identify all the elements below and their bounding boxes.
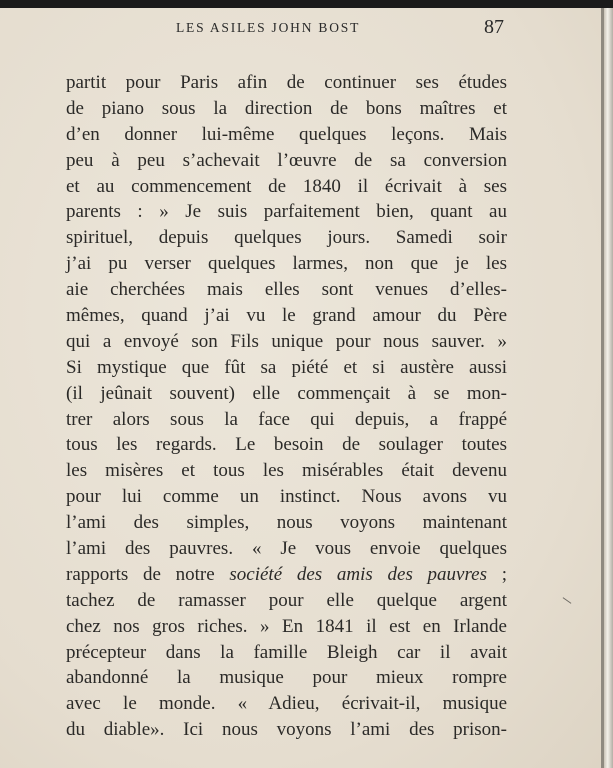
text-line: chez nos gros riches. » En 1841 il est en Irlande bbox=[66, 615, 507, 637]
text-line: tachez de ramasser pour elle quelque argent bbox=[66, 589, 507, 611]
text-line: de piano sous la direction de bons maîtres et bbox=[66, 97, 507, 119]
text-line: spirituel, depuis quelques jours. Samedi soir bbox=[66, 227, 507, 249]
text-line: d’en donner lui-même quelques leçons. Mais bbox=[66, 123, 507, 145]
text-line: parents : » Je suis parfaitement bien, quant au bbox=[66, 201, 507, 223]
text-line: précepteur dans la famille Bleigh car il avait bbox=[66, 641, 507, 663]
text-line: qui a envoyé son Fils unique pour nous sauver. » bbox=[66, 330, 507, 352]
page-number: 87 bbox=[484, 16, 504, 38]
italic-society-name: société des amis des pauvres bbox=[229, 563, 488, 585]
text-line: peu à peu s’achevait l’œuvre de sa conversion bbox=[66, 149, 507, 171]
text-line: l’ami des pauvres. « Je vous envoie quelques bbox=[66, 538, 507, 560]
text-line: du diable». Ici nous voyons l’ami des prison- bbox=[66, 719, 507, 741]
text-line: et au commencement de 1840 il écrivait à ses bbox=[66, 175, 507, 197]
page-edge bbox=[604, 8, 613, 768]
text-segment: ; bbox=[487, 563, 508, 585]
text-line: partit pour Paris afin de continuer ses études bbox=[66, 72, 507, 93]
running-title: LES ASILES JOHN BOST bbox=[176, 20, 361, 35]
text-line: aie cherchées mais elles sont venues d’elles- bbox=[66, 279, 507, 301]
text-line: Si mystique que fût sa piété et si austère aussi bbox=[66, 356, 507, 378]
text-line: pour lui comme un instinct. Nous avons vu bbox=[66, 486, 507, 508]
text-line: mêmes, quand j’ai vu le grand amour du Père bbox=[66, 305, 507, 327]
text-line-italic-title bbox=[66, 562, 507, 588]
book-page bbox=[0, 8, 604, 768]
text-line: tous les regards. Le besoin de soulager toutes bbox=[66, 434, 507, 456]
text-line: trer alors sous la face qui depuis, a frappé bbox=[66, 408, 507, 430]
pencil-mark bbox=[563, 597, 572, 604]
text-line: abandonné la musique pour mieux rompre bbox=[66, 667, 507, 689]
text-line: l’ami des simples, nous voyons maintenant bbox=[66, 512, 507, 534]
text-line: les misères et tous les misérables était devenu bbox=[66, 460, 507, 482]
text-line: (il jeûnait souvent) elle commençait à se mon- bbox=[66, 382, 507, 404]
text-line: avec le monde. « Adieu, écrivait-il, musique bbox=[66, 693, 507, 715]
text-segment: rapports de notre bbox=[66, 563, 230, 585]
text-line: j’ai pu verser quelques larmes, non que je les bbox=[66, 253, 507, 275]
body-text bbox=[66, 70, 507, 743]
